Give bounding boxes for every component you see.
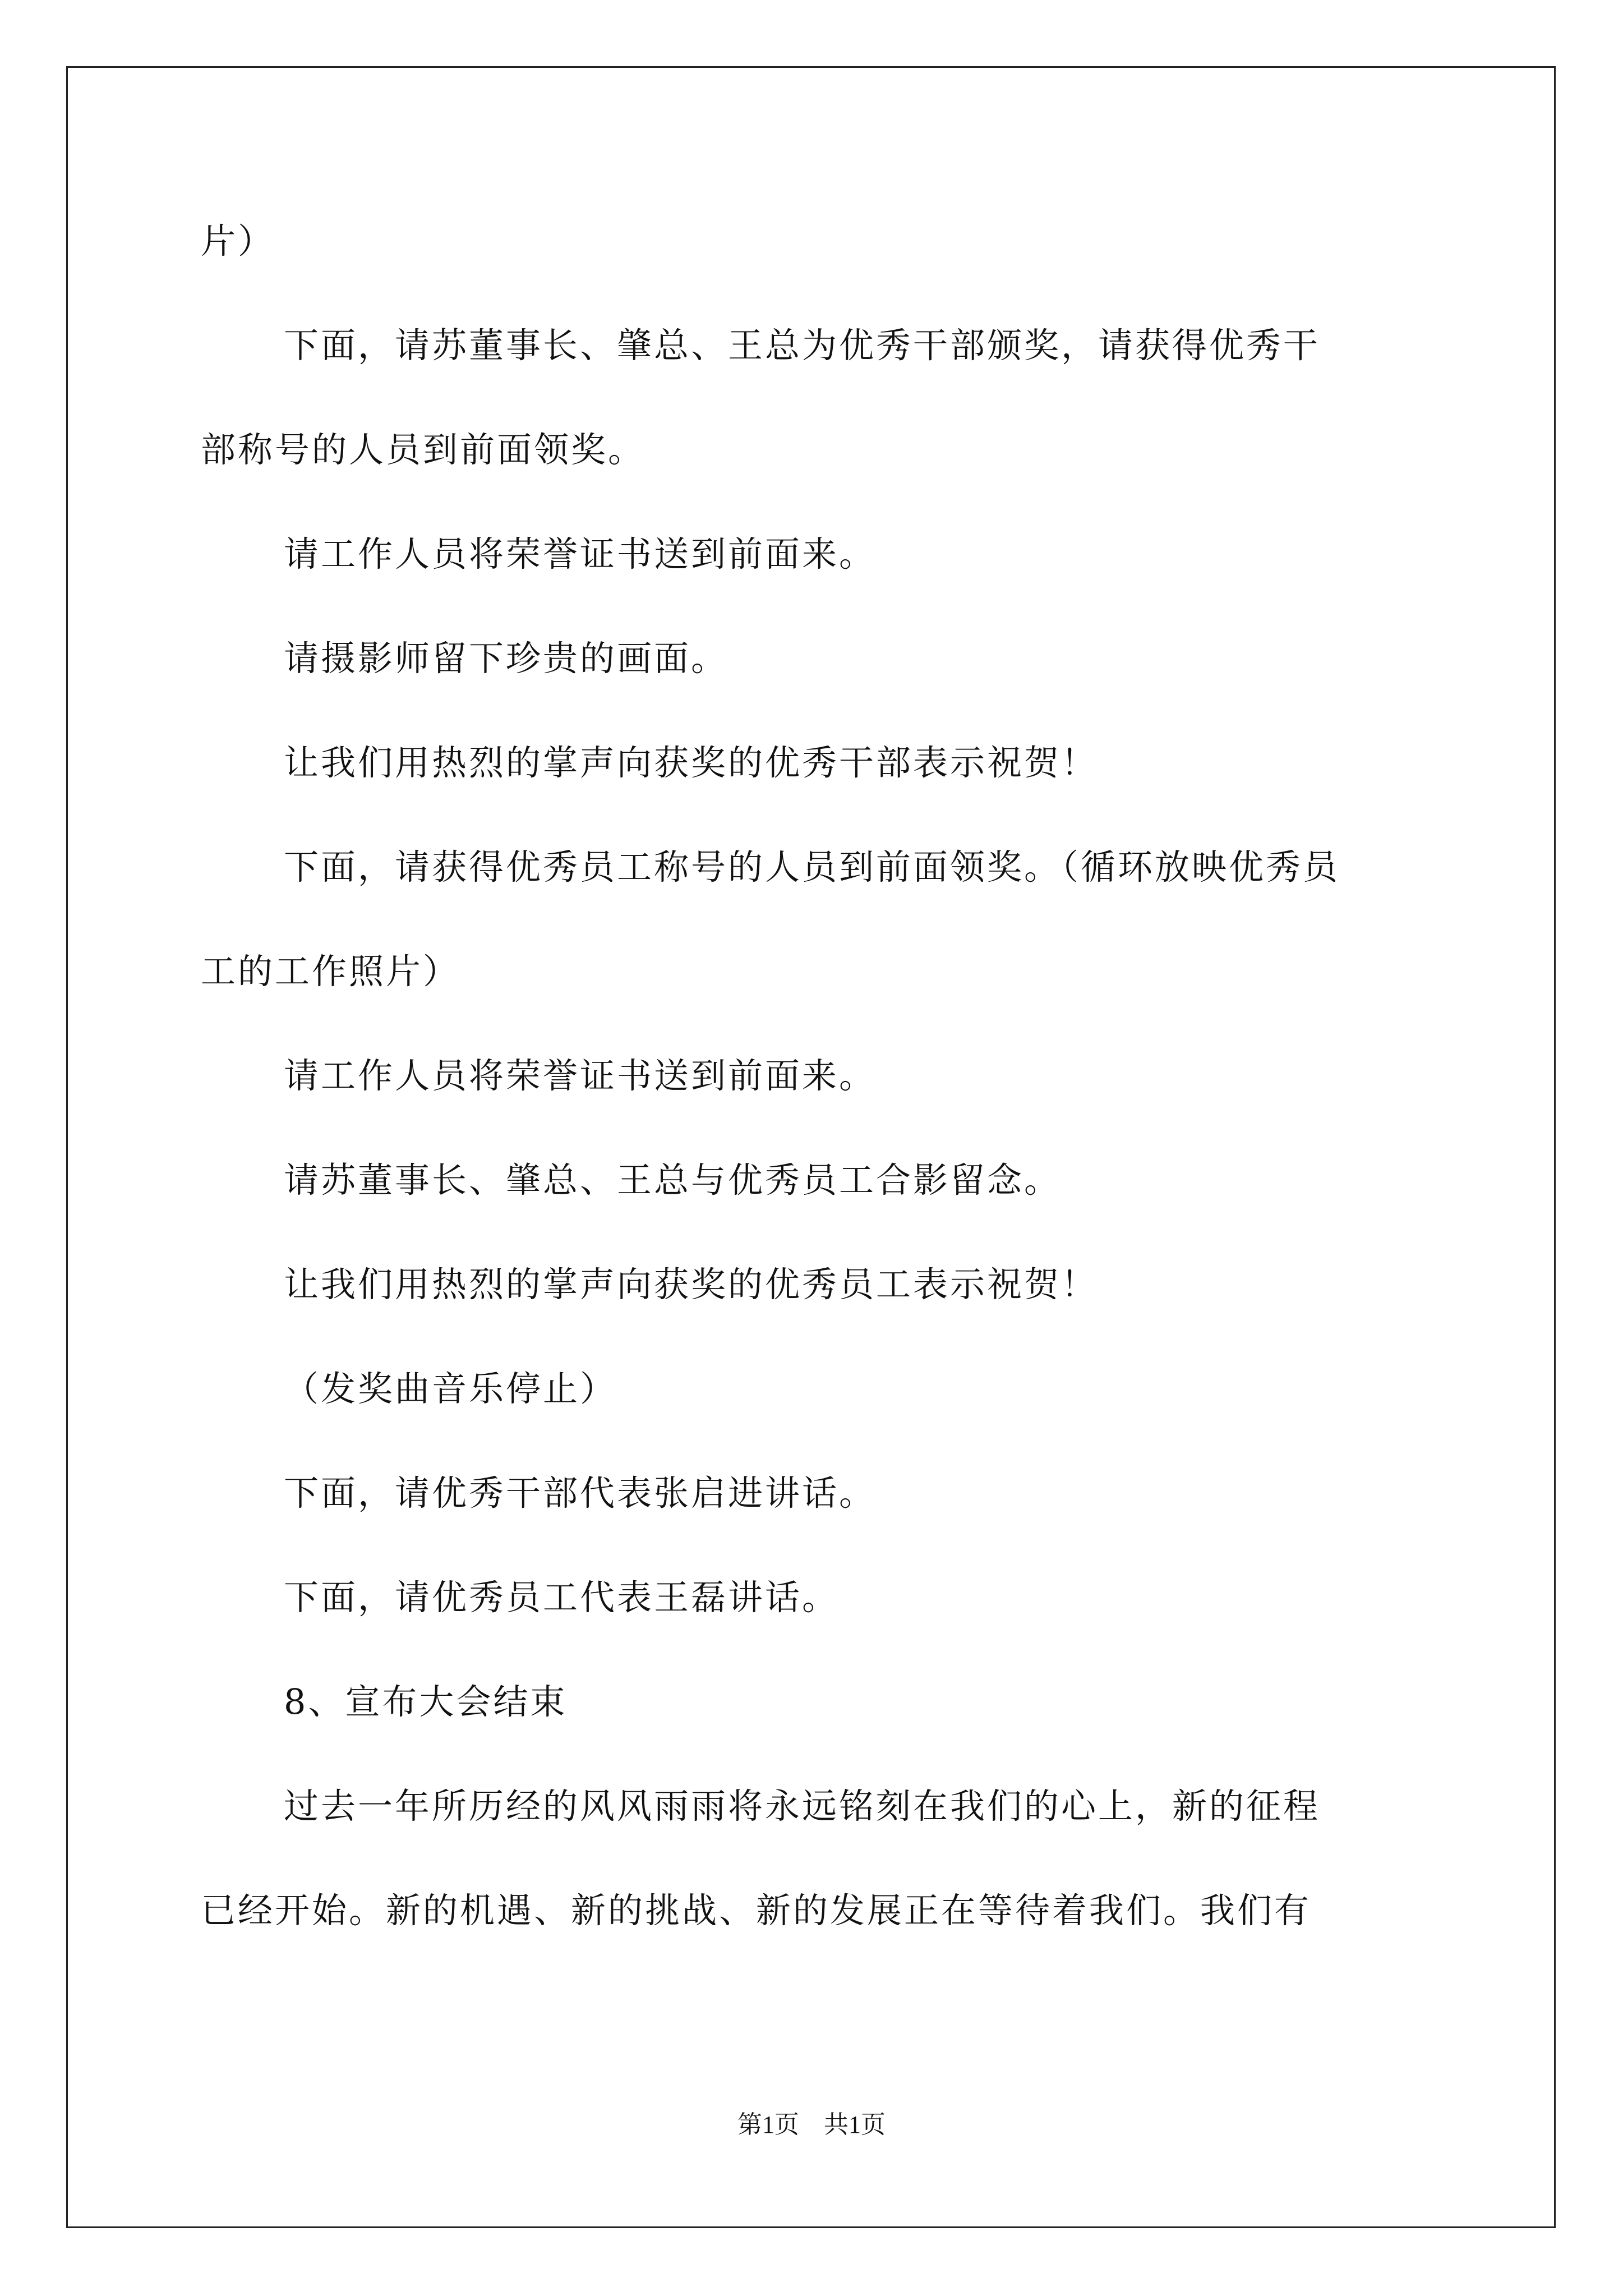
text-line: （发奖曲音乐停止） <box>284 1368 617 1409</box>
text-line: 工的工作照片） <box>201 951 460 992</box>
text-line: 8、宣布大会结束 <box>284 1681 568 1722</box>
text-line: 片） <box>201 220 275 261</box>
text-line: 下面，请获得优秀员工称号的人员到前面领奖。（循环放映优秀员 <box>284 846 1340 887</box>
text-line: 部称号的人员到前面领奖。 <box>201 429 645 470</box>
text-line: 下面，请优秀员工代表王磊讲话。 <box>284 1577 840 1618</box>
text-line: 请工作人员将荣誉证书送到前面来。 <box>284 1055 877 1096</box>
text-line: 请苏董事长、肇总、王总与优秀员工合影留念。 <box>284 1159 1062 1200</box>
text-line: 请摄影师留下珍贵的画面。 <box>284 638 728 679</box>
text-line: 请工作人员将荣誉证书送到前面来。 <box>284 533 877 574</box>
text-line: 过去一年所历经的风风雨雨将永远铭刻在我们的心上，新的征程 <box>284 1786 1321 1826</box>
text-line: 下面，请优秀干部代表张启进讲话。 <box>284 1473 877 1513</box>
text-line: 让我们用热烈的掌声向获奖的优秀干部表示祝贺！ <box>284 742 1099 783</box>
text-line: 下面，请苏董事长、肇总、王总为优秀干部颁奖，请获得优秀干 <box>284 325 1321 366</box>
text-line: 让我们用热烈的掌声向获奖的优秀员工表示祝贺！ <box>284 1264 1099 1305</box>
page-number-footer: 第1页 共1页 <box>737 2111 886 2138</box>
text-line: 已经开始。新的机遇、新的挑战、新的发展正在等待着我们。我们有 <box>201 1890 1312 1931</box>
